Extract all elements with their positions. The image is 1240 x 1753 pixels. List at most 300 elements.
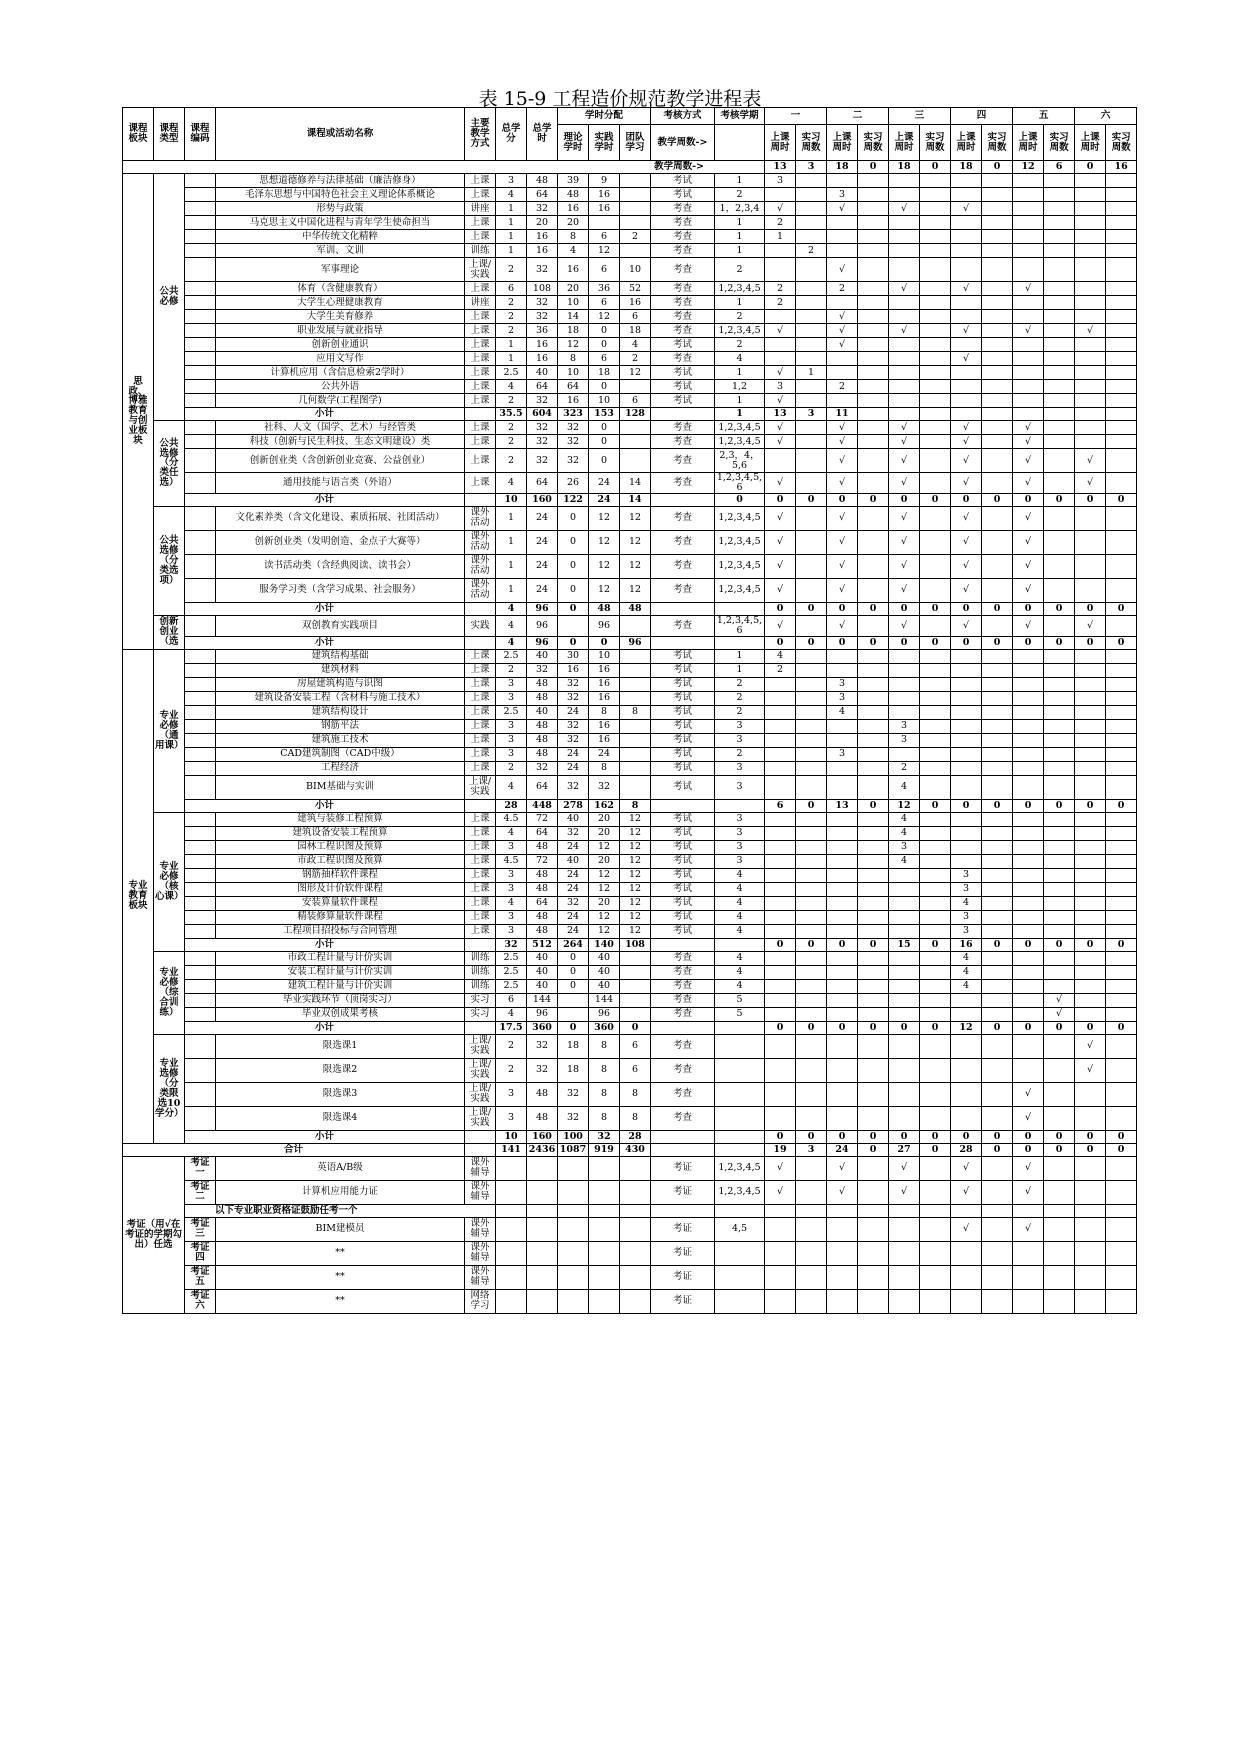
semester-cell — [765, 719, 796, 733]
practice-hours — [589, 216, 620, 230]
semester-cell — [1075, 705, 1106, 719]
practice-hours: 8 — [589, 1058, 620, 1082]
semester-cell: 0 — [920, 1021, 951, 1034]
semester-cell — [1044, 244, 1075, 258]
semester-cell: 0 — [796, 493, 827, 506]
semester-cell — [920, 244, 951, 258]
team-hours: 0 — [620, 1021, 651, 1034]
exam-term: 1 — [715, 296, 765, 310]
credit: 3 — [496, 677, 527, 691]
semester-cell — [796, 394, 827, 408]
semester-cell: √ — [765, 421, 796, 435]
semester-cell — [920, 826, 951, 840]
semester-cell — [1075, 775, 1106, 799]
theory-hours: 24 — [558, 747, 589, 761]
exam-mode: 考查 — [651, 202, 715, 216]
semester-cell: √ — [951, 473, 982, 494]
semester-cell — [951, 812, 982, 826]
semester-cell — [827, 352, 858, 366]
credit: 3 — [496, 691, 527, 705]
theory-hours: 20 — [558, 216, 589, 230]
semester-cell — [1044, 1241, 1075, 1265]
semester-cell — [951, 188, 982, 202]
header-mode: 主要教学方式 — [465, 108, 496, 161]
theory-hours: 8 — [558, 230, 589, 244]
semester-cell — [1044, 705, 1075, 719]
semester-cell: 0 — [796, 799, 827, 812]
cert-block-label: 考证（用√在考证的学期勾出）任选 — [123, 1156, 185, 1313]
semester-cell — [796, 338, 827, 352]
semester-cell — [796, 1180, 827, 1204]
course-code — [185, 394, 216, 408]
course-name: 市政工程识图及预算 — [216, 854, 465, 868]
credit: 2 — [496, 761, 527, 775]
semester-cell — [1075, 979, 1106, 993]
semester-cell — [827, 910, 858, 924]
exam-mode: 考证 — [651, 1217, 715, 1241]
header-team: 团队学习 — [620, 125, 651, 161]
exam-mode: 考试 — [651, 826, 715, 840]
semester-cell — [920, 282, 951, 296]
semester-cell — [951, 1007, 982, 1021]
theory-hours — [558, 615, 589, 636]
teach-mode: 课外辅导 — [465, 1180, 496, 1204]
hours: 48 — [527, 733, 558, 747]
semester-cell — [982, 530, 1013, 554]
semester-cell — [889, 965, 920, 979]
teach-mode: 上课/实践 — [465, 258, 496, 282]
semester-cell — [1075, 812, 1106, 826]
cert-note-row — [123, 1204, 1137, 1217]
semester-cell — [796, 826, 827, 840]
semester-cell — [858, 230, 889, 244]
hours: 48 — [527, 691, 558, 705]
table-row — [123, 435, 1137, 449]
semester-cell — [1106, 826, 1137, 840]
exam-mode: 考证 — [651, 1180, 715, 1204]
teach-mode: 上课 — [465, 840, 496, 854]
semester-cell: 4 — [889, 826, 920, 840]
semester-cell — [889, 230, 920, 244]
semester-cell — [1106, 910, 1137, 924]
header-weeks-label: 教学周数-> — [651, 125, 715, 161]
team-hours: 12 — [620, 554, 651, 578]
exam-term: 4 — [715, 979, 765, 993]
semester-cell — [1106, 965, 1137, 979]
table-row — [123, 761, 1137, 775]
teach-mode: 课外活动 — [465, 578, 496, 602]
semester-cell: 0 — [951, 636, 982, 649]
semester-cell — [920, 530, 951, 554]
credit — [496, 1180, 527, 1204]
semester-cell: 0 — [920, 799, 951, 812]
semester-cell — [1106, 408, 1137, 421]
exam-term: 5 — [715, 993, 765, 1007]
semester-cell — [920, 188, 951, 202]
theory-hours: 264 — [558, 938, 589, 951]
semester-cell — [827, 1082, 858, 1106]
semester-cell — [1106, 1265, 1137, 1289]
course-name: 思想道德修养与法律基础（廉洁修身） — [216, 174, 465, 188]
exam-term: 4 — [715, 896, 765, 910]
semester-cell — [889, 1289, 920, 1313]
exam-term — [715, 938, 765, 951]
teach-mode: 训练 — [465, 965, 496, 979]
credit: 4 — [496, 775, 527, 799]
week-count: 13 — [765, 161, 796, 174]
semester-cell — [982, 1106, 1013, 1130]
semester-cell — [920, 394, 951, 408]
semester-cell: √ — [889, 202, 920, 216]
hours: 512 — [527, 938, 558, 951]
teach-mode: 上课 — [465, 733, 496, 747]
semester-cell — [951, 719, 982, 733]
semester-cell — [982, 705, 1013, 719]
semester-cell — [982, 473, 1013, 494]
team-hours — [620, 174, 651, 188]
semester-cell — [796, 1289, 827, 1313]
semester-cell — [1106, 380, 1137, 394]
exam-term: 2 — [715, 705, 765, 719]
course-name: 精装修算量软件课程 — [216, 910, 465, 924]
semester-cell — [796, 188, 827, 202]
semester-cell — [1013, 747, 1044, 761]
blank — [496, 1204, 527, 1217]
semester-cell: 0 — [1075, 1130, 1106, 1143]
exam-term — [715, 1034, 765, 1058]
semester-cell — [1106, 296, 1137, 310]
semester-cell — [889, 924, 920, 938]
semester-cell — [982, 366, 1013, 380]
semester-cell: 4 — [951, 979, 982, 993]
hours: 48 — [527, 719, 558, 733]
exam-term: 1,2,3,4,5 — [715, 1180, 765, 1204]
teach-mode: 上课 — [465, 719, 496, 733]
theory-hours: 32 — [558, 421, 589, 435]
semester-cell: 0 — [1044, 602, 1075, 615]
semester-cell: 28 — [951, 1143, 982, 1156]
practice-hours: 12 — [589, 506, 620, 530]
semester-cell — [920, 705, 951, 719]
credit: 10 — [496, 493, 527, 506]
semester-cell — [1075, 244, 1106, 258]
table-row — [123, 506, 1137, 530]
credit: 32 — [496, 938, 527, 951]
semester-cell — [982, 733, 1013, 747]
hours: 16 — [527, 338, 558, 352]
exam-mode: 考查 — [651, 1007, 715, 1021]
course-code — [185, 615, 216, 636]
semester-cell — [1075, 1204, 1106, 1217]
semester-cell — [796, 1241, 827, 1265]
semester-cell — [920, 896, 951, 910]
course-name: 军事理论 — [216, 258, 465, 282]
semester-cell: √ — [1075, 1058, 1106, 1082]
exam-term: 1 — [715, 244, 765, 258]
blank — [715, 1204, 765, 1217]
theory-hours: 278 — [558, 799, 589, 812]
semester-cell — [1106, 216, 1137, 230]
exam-mode: 考试 — [651, 380, 715, 394]
header-sub-weeks: 实习周数 — [1106, 125, 1137, 161]
cert-row — [123, 1289, 1137, 1313]
semester-cell — [1044, 174, 1075, 188]
semester-cell: 0 — [1106, 636, 1137, 649]
theory-hours: 8 — [558, 352, 589, 366]
semester-cell — [951, 705, 982, 719]
teach-mode: 上课 — [465, 747, 496, 761]
course-code — [185, 812, 216, 826]
semester-cell — [1044, 1106, 1075, 1130]
credit: 3 — [496, 924, 527, 938]
credit: 2 — [496, 394, 527, 408]
semester-cell: 0 — [796, 602, 827, 615]
team-hours: 28 — [620, 1130, 651, 1143]
credit: 2 — [496, 324, 527, 338]
exam-term: 1 — [715, 366, 765, 380]
hours: 32 — [527, 296, 558, 310]
semester-cell — [858, 506, 889, 530]
semester-cell — [1075, 366, 1106, 380]
semester-cell — [951, 1265, 982, 1289]
course-code — [185, 1007, 216, 1021]
semester-cell — [858, 578, 889, 602]
semester-cell — [1106, 719, 1137, 733]
semester-cell: 0 — [1044, 1021, 1075, 1034]
team-hours: 8 — [620, 799, 651, 812]
table-row — [123, 854, 1137, 868]
hours: 32 — [527, 449, 558, 473]
subtotal-label: 小计 — [185, 636, 465, 649]
week-count: 18 — [827, 161, 858, 174]
course-code — [185, 677, 216, 691]
team-hours — [620, 188, 651, 202]
semester-cell — [796, 993, 827, 1007]
teach-mode: 讲座 — [465, 296, 496, 310]
practice-hours: 12 — [589, 578, 620, 602]
semester-cell: 0 — [982, 493, 1013, 506]
exam-term: 1 — [715, 408, 765, 421]
semester-cell — [982, 230, 1013, 244]
exam-mode: 考查 — [651, 216, 715, 230]
semester-cell — [920, 578, 951, 602]
course-code — [185, 352, 216, 366]
semester-cell — [1044, 826, 1075, 840]
course-code — [185, 896, 216, 910]
semester-cell — [1106, 1082, 1137, 1106]
semester-cell: √ — [827, 324, 858, 338]
semester-cell — [951, 1058, 982, 1082]
theory-hours: 18 — [558, 1058, 589, 1082]
semester-cell — [951, 663, 982, 677]
semester-cell — [1106, 530, 1137, 554]
semester-cell — [951, 1204, 982, 1217]
semester-cell: 15 — [889, 938, 920, 951]
hours: 72 — [527, 854, 558, 868]
teach-mode: 上课 — [465, 324, 496, 338]
team-hours — [620, 719, 651, 733]
semester-cell — [920, 1106, 951, 1130]
semester-cell — [982, 868, 1013, 882]
practice-hours: 153 — [589, 408, 620, 421]
exam-term: 2,3，4，5,6 — [715, 449, 765, 473]
course-code — [185, 421, 216, 435]
total-label: 合计 — [123, 1143, 465, 1156]
semester-cell — [765, 1058, 796, 1082]
semester-cell — [1075, 854, 1106, 868]
team-hours: 12 — [620, 854, 651, 868]
semester-cell — [982, 993, 1013, 1007]
course-code — [185, 230, 216, 244]
course-code — [185, 1058, 216, 1082]
semester-cell — [889, 1106, 920, 1130]
exam-mode: 考试 — [651, 761, 715, 775]
teach-mode: 上课 — [465, 896, 496, 910]
semester-cell: √ — [765, 578, 796, 602]
semester-cell: 3 — [889, 719, 920, 733]
semester-cell — [920, 910, 951, 924]
semester-cell: 0 — [920, 938, 951, 951]
semester-cell — [858, 910, 889, 924]
table-row — [123, 965, 1137, 979]
semester-cell: √ — [1044, 993, 1075, 1007]
semester-cell: √ — [765, 554, 796, 578]
practice-hours: 9 — [589, 174, 620, 188]
hours: 32 — [527, 202, 558, 216]
course-code — [185, 258, 216, 282]
semester-cell — [1075, 202, 1106, 216]
semester-cell: √ — [827, 258, 858, 282]
course-code — [185, 380, 216, 394]
semester-cell — [1106, 705, 1137, 719]
semester-cell — [889, 896, 920, 910]
semester-cell — [1044, 366, 1075, 380]
semester-cell — [1075, 296, 1106, 310]
semester-cell — [920, 733, 951, 747]
semester-cell: 0 — [1044, 636, 1075, 649]
semester-cell — [920, 421, 951, 435]
semester-cell: 0 — [858, 602, 889, 615]
hours: 448 — [527, 799, 558, 812]
course-name: CAD建筑制图（CAD中级） — [216, 747, 465, 761]
semester-cell — [858, 924, 889, 938]
semester-cell: √ — [827, 435, 858, 449]
header-block: 课程板块 — [123, 108, 154, 161]
semester-cell — [827, 979, 858, 993]
team-hours: 12 — [620, 506, 651, 530]
semester-cell — [858, 1082, 889, 1106]
practice-hours: 919 — [589, 1143, 620, 1156]
team-hours: 108 — [620, 938, 651, 951]
semester-cell — [1013, 924, 1044, 938]
team-hours: 14 — [620, 473, 651, 494]
semester-cell — [1013, 366, 1044, 380]
semester-cell — [982, 663, 1013, 677]
semester-cell — [1075, 230, 1106, 244]
theory-hours: 40 — [558, 854, 589, 868]
team-hours — [620, 216, 651, 230]
credit: 4 — [496, 896, 527, 910]
semester-cell — [982, 910, 1013, 924]
semester-cell — [827, 216, 858, 230]
semester-cell — [1075, 310, 1106, 324]
semester-cell — [827, 965, 858, 979]
practice-hours: 12 — [589, 910, 620, 924]
semester-cell: 0 — [1044, 1143, 1075, 1156]
theory-hours: 24 — [558, 705, 589, 719]
semester-cell — [1075, 352, 1106, 366]
semester-cell: 0 — [889, 1130, 920, 1143]
semester-cell — [1013, 649, 1044, 663]
course-name: 市政工程计量与计价实训 — [216, 951, 465, 965]
semester-cell: 0 — [796, 636, 827, 649]
semester-cell — [920, 812, 951, 826]
semester-cell: √ — [1013, 554, 1044, 578]
semester-cell: √ — [1013, 282, 1044, 296]
semester-cell: √ — [889, 473, 920, 494]
semester-cell: 0 — [1106, 493, 1137, 506]
blank — [465, 493, 496, 506]
semester-cell — [858, 747, 889, 761]
semester-cell: 0 — [1013, 938, 1044, 951]
credit: 1 — [496, 554, 527, 578]
table-row — [123, 1034, 1137, 1058]
semester-cell — [1075, 1156, 1106, 1180]
semester-cell — [982, 408, 1013, 421]
team-hours — [620, 775, 651, 799]
semester-cell — [827, 1217, 858, 1241]
semester-cell — [1106, 282, 1137, 296]
semester-cell: √ — [951, 352, 982, 366]
teach-mode: 课外辅导 — [465, 1156, 496, 1180]
semester-cell — [982, 1289, 1013, 1313]
team-hours — [620, 1180, 651, 1204]
semester-cell — [1106, 506, 1137, 530]
semester-cell — [1106, 174, 1137, 188]
semester-cell — [1075, 1289, 1106, 1313]
semester-cell — [1106, 677, 1137, 691]
semester-cell — [889, 882, 920, 896]
team-hours: 8 — [620, 1082, 651, 1106]
course-name: 体育（含健康教育） — [216, 282, 465, 296]
theory-hours — [558, 1180, 589, 1204]
week-count: 0 — [982, 161, 1013, 174]
table-row — [123, 691, 1137, 705]
semester-cell — [827, 1007, 858, 1021]
theory-hours — [558, 1156, 589, 1180]
table-row — [123, 826, 1137, 840]
semester-cell — [765, 868, 796, 882]
credit: 2 — [496, 435, 527, 449]
exam-term: 4 — [715, 882, 765, 896]
table-row — [123, 896, 1137, 910]
week-count: 3 — [796, 161, 827, 174]
semester-cell — [920, 719, 951, 733]
practice-hours — [589, 1180, 620, 1204]
week-count: 18 — [889, 161, 920, 174]
semester-cell — [982, 1082, 1013, 1106]
semester-cell — [1044, 840, 1075, 854]
teach-mode: 上课/实践 — [465, 1058, 496, 1082]
semester-cell — [858, 840, 889, 854]
hours: 40 — [527, 951, 558, 965]
team-hours: 12 — [620, 826, 651, 840]
exam-mode: 考试 — [651, 896, 715, 910]
semester-cell: 0 — [1044, 493, 1075, 506]
course-code — [185, 854, 216, 868]
semester-cell — [1106, 338, 1137, 352]
credit: 2 — [496, 310, 527, 324]
